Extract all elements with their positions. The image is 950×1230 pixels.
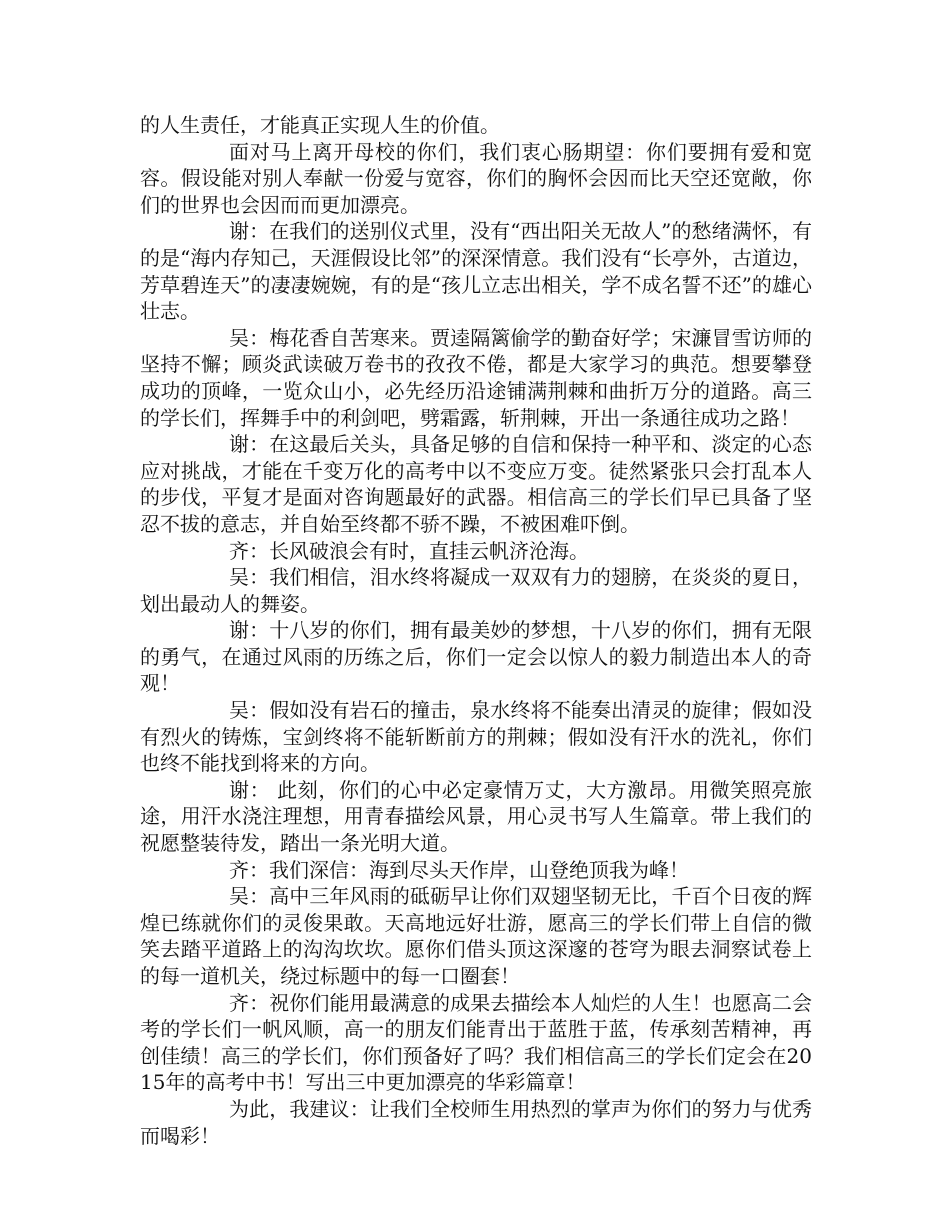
- document-body: [140, 112, 812, 1149]
- paragraph-5: 谢：在这最后关头，具备足够的自信和保持一种平和、淡定的心态应对挑战，才能在千变万化的高考中以不变应万变。徒然紧张只会打乱本人的步伐，平复才是面对咨询题最好的武器。相信高三的学长们早已具备了坚忍不拔的意志，并自始至终都不骄不躁，不被困难吓倒。: [140, 432, 812, 536]
- paragraph-8: 谢：十八岁的你们，拥有最美妙的梦想，十八岁的你们，拥有无限的勇气，在通过风雨的历练之后，你们一定会以惊人的毅力制造出本人的奇观！: [140, 618, 812, 696]
- paragraph-7: 吴：我们相信，泪水终将凝成一双双有力的翅膀，在炎炎的夏日，划出最动人的舞姿。: [140, 565, 812, 616]
- paragraph-1: 的人生责任，才能真正实现人生的价值。: [140, 113, 500, 137]
- paragraph-4: 吴：梅花香自苦寒来。贾逵隔篱偷学的勤奋好学；宋濂冒雪访师的坚持不懈；顾炎武读破万卷书的孜孜不倦，都是大家学习的典范。想要攀登成功的顶峰，一览众山小，必先经历沿途铺满荆棘和曲折万分的道路。高三的学长们，挥舞手中的利剑吧，劈霜露，斩荆棘，开出一条通往成功之路！: [140, 325, 812, 430]
- paragraph-13: 齐：祝你们能用最满意的成果去描绘本人灿烂的人生！也愿高二会考的学长们一帆风顺，高一的朋友们能青出于蓝胜于蓝，传承刻苦精神，再创佳绩！高三的学长们，你们预备好了吗？我们相信高三的学长们定会在2015年的高考中书！写出三中更加漂亮的华彩篇章！: [140, 990, 812, 1095]
- paragraph-12: 吴：高中三年风雨的砥砺早让你们双翅坚韧无比，千百个日夜的辉煌已练就你们的灵俊果敢。天高地远好壮游，愿高三的学长们带上自信的微笑去踏平道路上的沟沟坎坎。愿你们借头顶这深邃的苍穹为眼去洞察试卷上的每一道机关，绕过标题中的每一口圈套！: [140, 884, 812, 988]
- paragraph-6: 齐：长风破浪会有时，直挂云帆济沧海。: [229, 538, 589, 563]
- paragraph-3: 谢：在我们的送别仪式里，没有“西出阳关无故人”的愁绪满怀，有的是“海内存知己，天涯假设比邻”的深深情意。我们没有“长亭外，古道边，芳草碧连天”的凄凄婉婉，有的是“孩儿立志出相关，学不成名誓不还”的雄心壮志。: [140, 219, 812, 324]
- paragraph-10: 谢： 此刻，你们的心中必定豪情万丈，大方激昂。用微笑照亮旅途，用汗水浇注理想，用青春描绘风景，用心灵书写人生篇章。带上我们的祝愿整装待发，踏出一条光明大道。: [140, 777, 812, 856]
- paragraph-14: 为此，我建议：让我们全校师生用热烈的掌声为你们的努力与优秀而喝彩！: [140, 1096, 812, 1148]
- paragraph-11: 齐：我们深信：海到尽头天作岸，山登绝顶我为峰！: [229, 857, 689, 882]
- paragraph-2: 面对马上离开母校的你们，我们衷心肠期望：你们要拥有爱和宽容。假设能对别人奉献一份爱与宽容，你们的胸怀会因而比天空还宽敞，你们的世界也会因而而更加漂亮。: [140, 139, 812, 217]
- paragraph-9: 吴：假如没有岩石的撞击，泉水终将不能奏出清灵的旋律；假如没有烈火的铸炼，宝剑终将不能斩断前方的荆棘；假如没有汗水的洗礼，你们也终不能找到将来的方向。: [140, 698, 812, 776]
